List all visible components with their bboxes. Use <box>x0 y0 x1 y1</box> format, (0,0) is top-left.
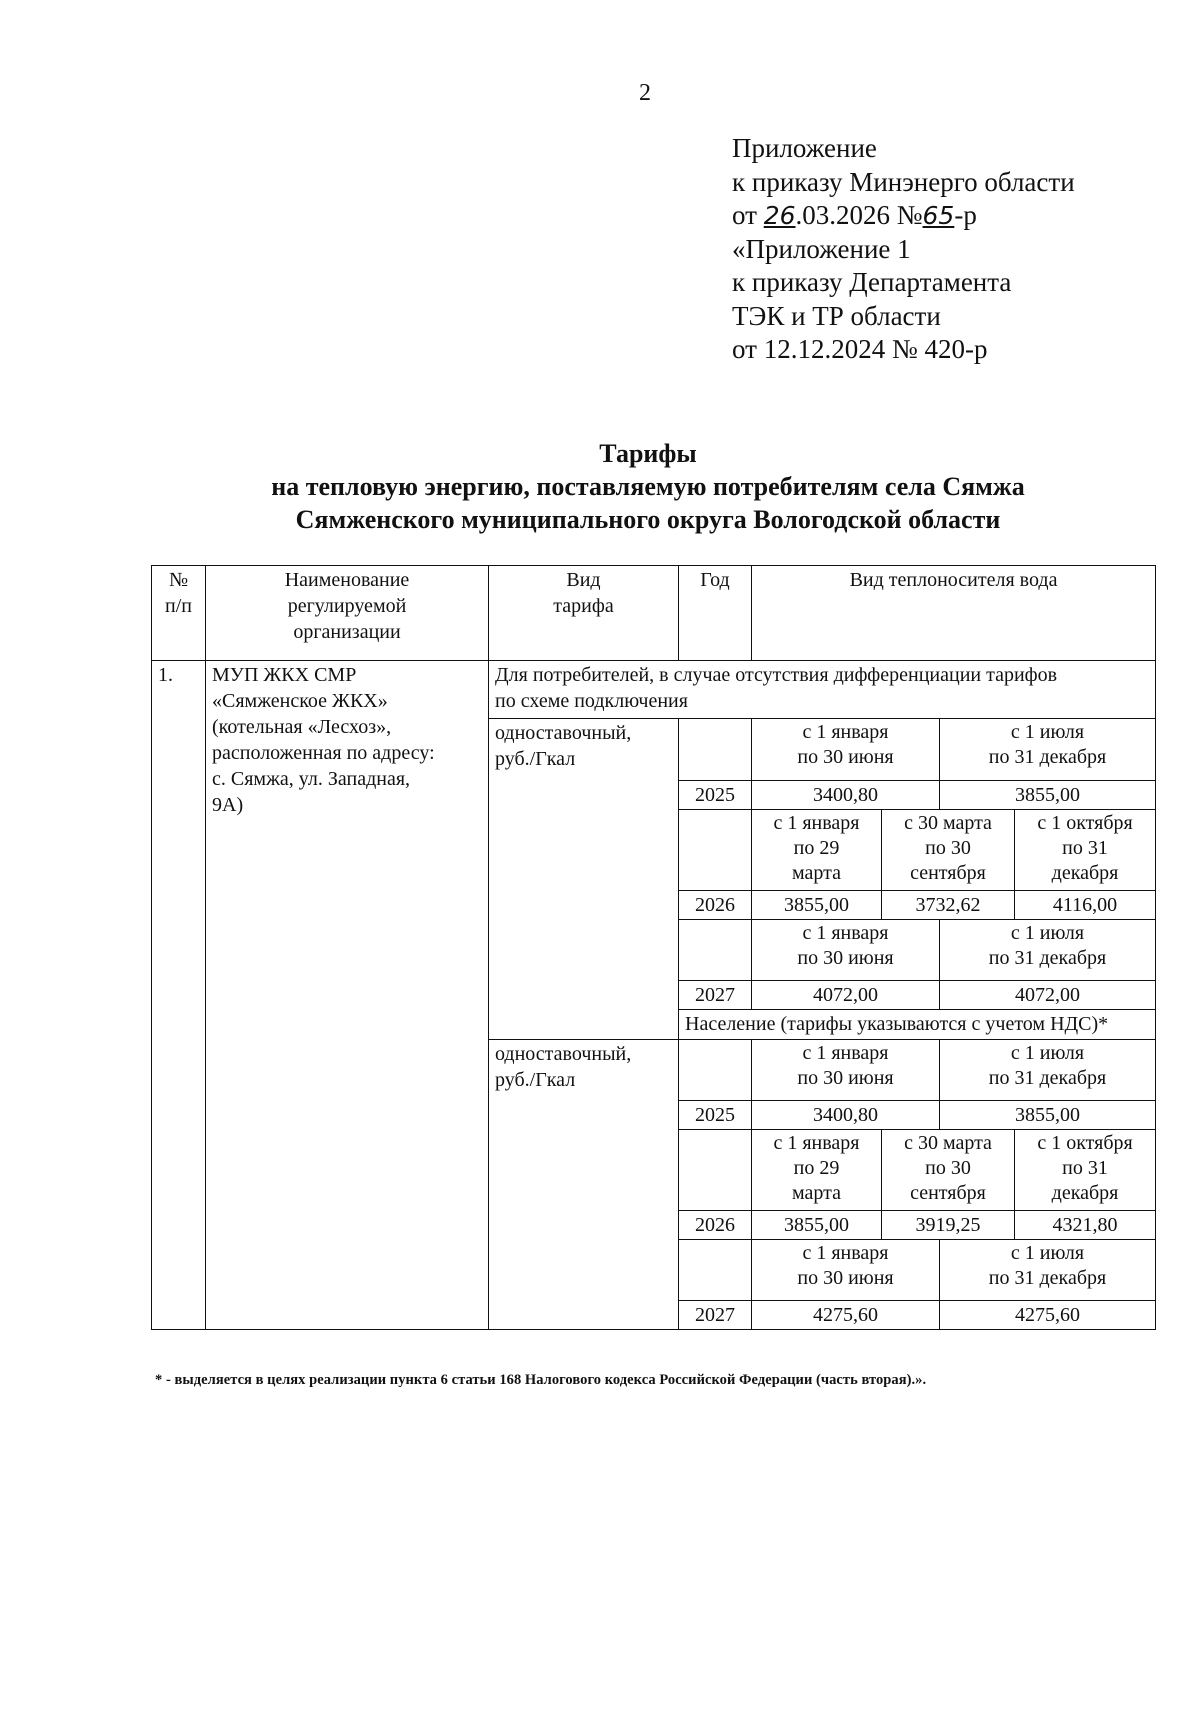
period-text: с 30 марта <box>904 1132 992 1154</box>
year-cell: 2027 <box>679 1301 752 1330</box>
organization-line: «Сямженское ЖКХ» <box>212 690 388 712</box>
appendix-line: от 12.12.2024 № 420-р <box>732 334 988 364</box>
title-line: Сямженского муниципального округа Вологодской области <box>295 505 1001 534</box>
tariff-value: 3855,00 <box>940 1101 1156 1130</box>
period-text: по 29 <box>793 1157 840 1179</box>
section-label-text: по схеме подключения <box>495 690 688 712</box>
header-text: тарифа <box>553 595 614 617</box>
title-line: Тарифы <box>599 439 697 468</box>
period-text: с 1 января <box>802 1242 889 1264</box>
period-header <box>752 719 940 781</box>
period-header <box>752 1240 940 1301</box>
tariff-type <box>489 1040 679 1330</box>
appendix-line: «Приложение 1 <box>732 233 911 264</box>
period-text: по 31 декабря <box>988 746 1107 768</box>
period-text: декабря <box>1051 862 1119 884</box>
period-header <box>752 810 882 891</box>
period-text: по 31 <box>1062 1157 1108 1179</box>
period-text: по 30 <box>925 837 971 859</box>
section-label: Население (тарифы указываются с учетом НДС)* <box>679 1010 1156 1040</box>
year-empty-cell <box>679 810 752 891</box>
period-header <box>1015 810 1156 891</box>
year-cell: 2025 <box>679 781 752 810</box>
period-text: по 29 <box>793 837 840 859</box>
period-text: марта <box>792 862 841 884</box>
title-line: на тепловую энергию, поставляемую потребителям села Сямжа <box>271 472 1025 501</box>
period-text: с 30 марта <box>904 812 992 834</box>
tariffs-table <box>151 565 1156 1330</box>
organization-name <box>206 661 489 1330</box>
year-cell: 2025 <box>679 1101 752 1130</box>
year-empty-cell <box>679 1040 752 1101</box>
period-header <box>752 920 940 981</box>
appendix-text: -р <box>954 200 977 230</box>
appendix-line: Приложение <box>732 133 877 163</box>
header-text: Вид <box>566 569 601 591</box>
tariff-value: 4116,00 <box>1015 891 1156 920</box>
year-empty-cell <box>679 1130 752 1211</box>
page-number: 2 <box>639 80 651 106</box>
section-header-row <box>152 661 1156 719</box>
period-text: с 1 июля <box>1010 721 1085 743</box>
header-tariff-type <box>489 566 679 661</box>
header-text: организации <box>293 621 401 643</box>
year-empty-cell <box>679 1240 752 1301</box>
organization-line: (котельная «Лесхоз», <box>212 716 392 738</box>
period-text: по 31 <box>1062 837 1108 859</box>
header-text: регулируемой <box>287 595 407 617</box>
organization-line: 9А) <box>212 794 244 816</box>
appendix-line: ТЭК и ТР области <box>732 300 941 331</box>
footnote: * - выделяется в целях реализации пункта 6 статьи 168 Налогового кодекса Российской Федерации (часть вторая).». <box>155 1372 927 1388</box>
period-text: с 1 января <box>802 721 889 743</box>
period-header <box>940 1240 1156 1301</box>
appendix-text: от <box>732 200 764 230</box>
tariff-value: 3400,80 <box>752 781 940 810</box>
period-text: декабря <box>1051 1182 1119 1204</box>
header-number <box>152 566 206 661</box>
period-header <box>752 1130 882 1211</box>
tariff-type <box>489 719 679 1040</box>
period-text: с 1 июля <box>1010 922 1085 944</box>
tariff-value: 4072,00 <box>940 981 1156 1010</box>
period-text: с 1 января <box>773 1132 860 1154</box>
tariff-type-text: руб./Гкал <box>495 1069 576 1091</box>
header-text: п/п <box>165 595 192 617</box>
period-header <box>940 719 1156 781</box>
tariff-type-text: одноставочный, <box>495 722 632 744</box>
period-text: сентября <box>910 862 986 884</box>
year-empty-cell <box>679 920 752 981</box>
period-header <box>882 1130 1015 1211</box>
appendix-block <box>732 132 1075 367</box>
tariff-value: 4275,60 <box>752 1301 940 1330</box>
period-text: с 1 октября <box>1037 812 1133 834</box>
organization-line: с. Сямжа, ул. Западная, <box>212 768 411 790</box>
period-text: с 1 июля <box>1010 1242 1085 1264</box>
period-header <box>940 920 1156 981</box>
period-text: по 31 декабря <box>988 1067 1107 1089</box>
period-header <box>752 1040 940 1101</box>
period-text: по 30 июня <box>797 746 894 768</box>
period-text: с 1 января <box>802 922 889 944</box>
header-year: Год <box>679 566 752 661</box>
period-text: по 30 июня <box>797 1067 894 1089</box>
period-header <box>940 1040 1156 1101</box>
tariff-value: 3400,80 <box>752 1101 940 1130</box>
tariff-value: 3855,00 <box>752 891 882 920</box>
handwritten-day: 26 <box>763 201 796 230</box>
appendix-line: к приказу Минэнерго области <box>732 166 1075 197</box>
period-text: сентября <box>910 1182 986 1204</box>
year-cell: 2026 <box>679 891 752 920</box>
header-row <box>152 566 1156 661</box>
header-text: № <box>168 569 189 591</box>
tariff-value: 3855,00 <box>940 781 1156 810</box>
tariff-value: 4321,80 <box>1015 1211 1156 1240</box>
appendix-order-date-line <box>732 199 1075 233</box>
period-header <box>882 810 1015 891</box>
year-cell: 2027 <box>679 981 752 1010</box>
tariff-value: 4072,00 <box>752 981 940 1010</box>
tariff-value: 3919,25 <box>882 1211 1015 1240</box>
period-header <box>1015 1130 1156 1211</box>
document-title <box>150 437 1146 536</box>
appendix-text: .03.2026 № <box>795 200 923 230</box>
appendix-line: к приказу Департамента <box>732 267 1012 297</box>
tariff-value: 3732,62 <box>882 891 1015 920</box>
header-organization <box>206 566 489 661</box>
period-text: по 31 декабря <box>988 947 1107 969</box>
organization-line: расположенная по адресу: <box>212 742 435 764</box>
tariff-type-text: руб./Гкал <box>495 748 576 770</box>
section-label <box>489 661 1156 719</box>
year-cell: 2026 <box>679 1211 752 1240</box>
period-text: по 30 июня <box>797 1267 894 1289</box>
period-text: с 1 января <box>773 812 860 834</box>
period-text: с 1 октября <box>1037 1132 1133 1154</box>
tariff-type-text: одноставочный, <box>495 1043 632 1065</box>
header-text: Наименование <box>284 569 410 591</box>
year-empty-cell <box>679 719 752 781</box>
organization-line: МУП ЖКХ СМР <box>212 664 357 686</box>
section-label-text: Для потребителей, в случае отсутствия дифференциации тарифов <box>495 664 1058 686</box>
header-heat-carrier: Вид теплоносителя вода <box>752 566 1156 661</box>
period-text: с 1 июля <box>1010 1042 1085 1064</box>
period-text: с 1 января <box>802 1042 889 1064</box>
period-text: по 31 декабря <box>988 1267 1107 1289</box>
period-text: марта <box>792 1182 841 1204</box>
tariff-value: 4275,60 <box>940 1301 1156 1330</box>
period-text: по 30 июня <box>797 947 894 969</box>
tariff-value: 3855,00 <box>752 1211 882 1240</box>
row-number: 1. <box>152 661 206 1330</box>
handwritten-number: 65 <box>922 201 955 230</box>
period-text: по 30 <box>925 1157 971 1179</box>
